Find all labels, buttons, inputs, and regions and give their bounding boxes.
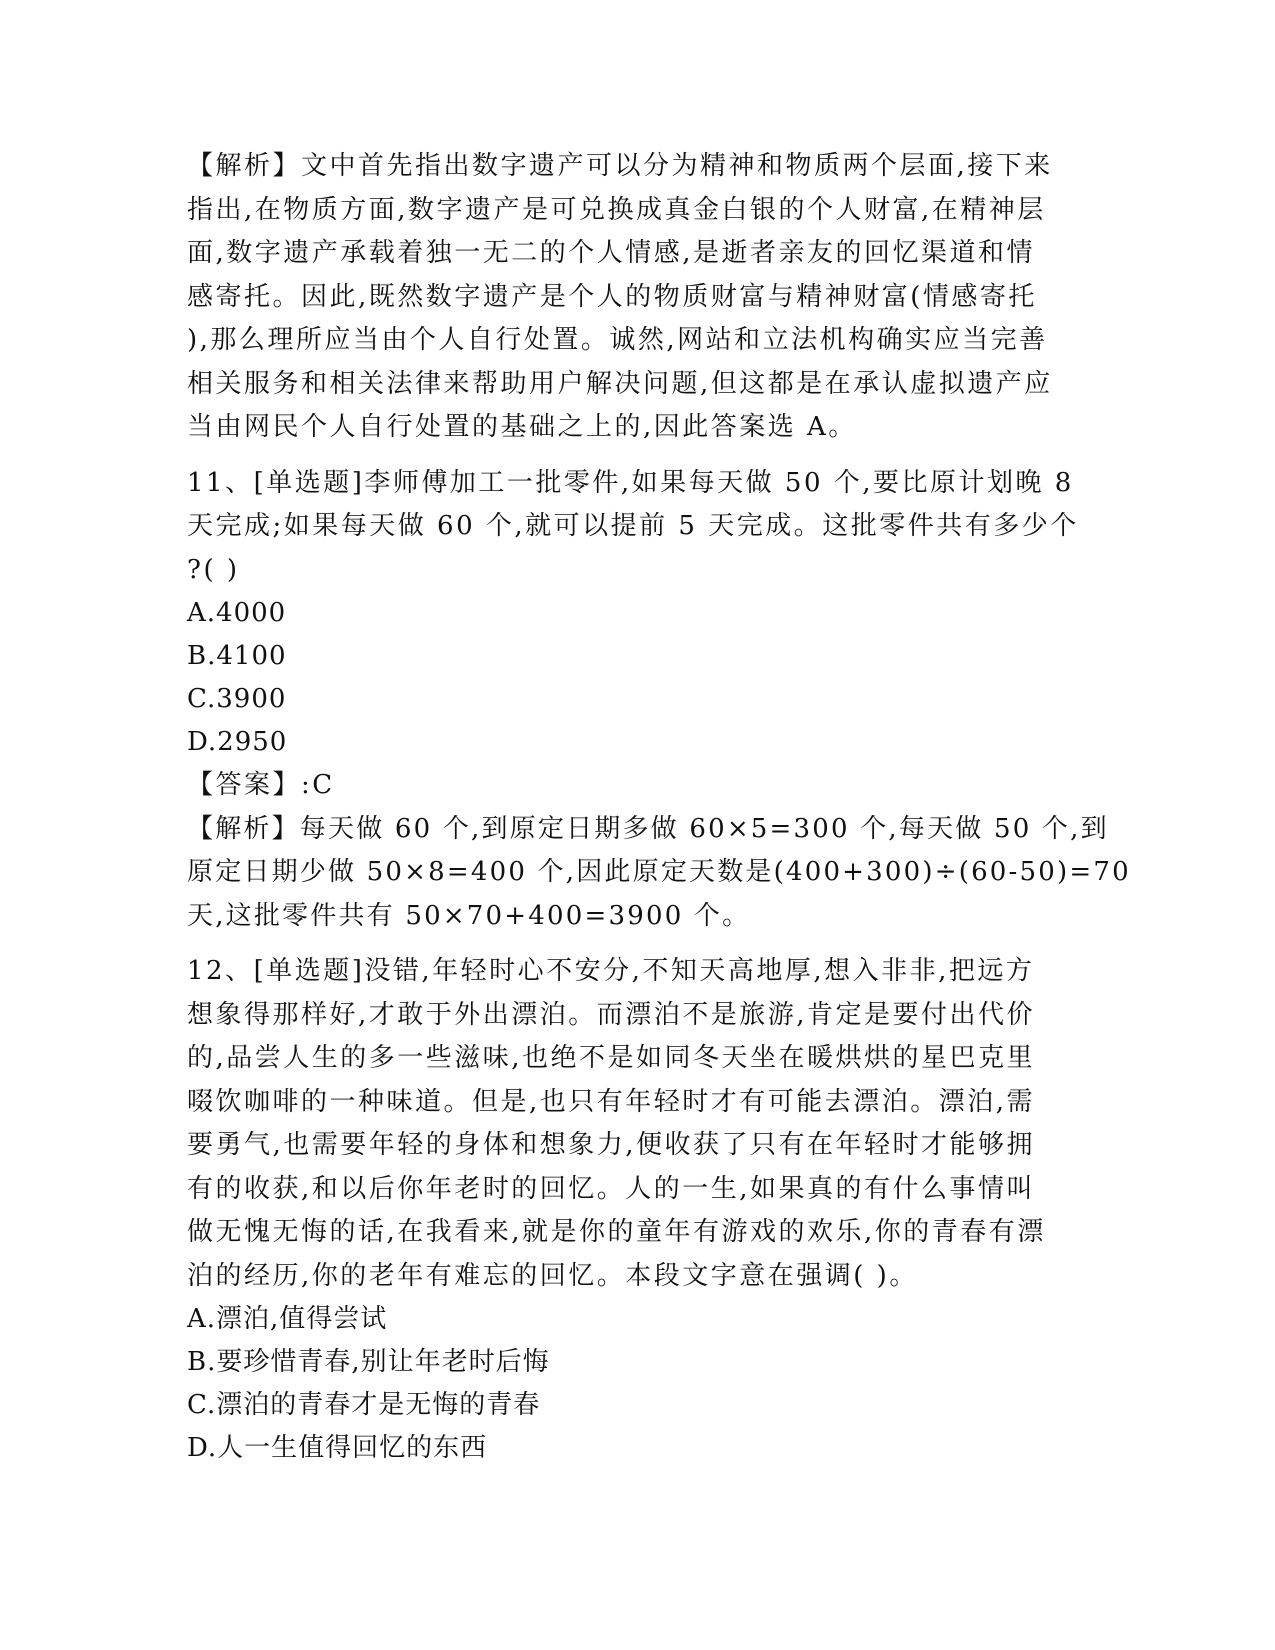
analysis-line: 【解析】文中首先指出数字遗产可以分为精神和物质两个层面,接下来 (187, 151, 1053, 181)
option-b: B.4100 (187, 641, 287, 671)
analysis-line: 【解析】每天做 60 个,到原定日期多做 60×5=300 个,每天做 50 个,到 (187, 813, 1109, 844)
option-a: A.4000 (187, 598, 287, 628)
question-11 (187, 462, 1131, 939)
analysis-line: 原定日期少做 50×8=400 个,因此原定天数是(400+300)÷(60-50)=70 (187, 857, 1131, 887)
analysis-line: 指出,在物质方面,数字遗产是可兑换成真金白银的个人财富,在精神层 (187, 194, 1046, 225)
option-c: C.漂泊的青春才是无悔的青春 (187, 1390, 541, 1420)
option-c: C.3900 (187, 684, 287, 714)
analysis-line: 面,数字遗产承载着独一无二的个人情感,是逝者亲友的回忆渠道和情 (187, 238, 1036, 268)
analysis-line: 天,这批零件共有 50×70+400=3900 个。 (187, 900, 751, 931)
question-stem-line: 要勇气,也需要年轻的身体和想象力,便收获了只有在年轻时才能够拥 (187, 1130, 1036, 1160)
question-12 (187, 950, 1087, 1470)
question-stem-line: 的,品尝人生的多一些滋味,也绝不是如同冬天坐在暖烘烘的星巴克里 (187, 1043, 1036, 1073)
question-stem-line: ?( ) (187, 554, 240, 585)
question-stem-line: 做无愧无悔的话,在我看来,就是你的童年有游戏的欢乐,你的青春有漂 (187, 1217, 1046, 1247)
document-page (187, 145, 1131, 1470)
analysis-line: 相关服务和相关法律来帮助用户解决问题,但这都是在承认虚拟遗产应 (187, 368, 1053, 399)
question-stem-line: 有的收获,和以后你年老时的回忆。人的一生,如果真的有什么事情叫 (187, 1173, 1036, 1204)
question-stem-line: 11、[单选题]李师傅加工一批零件,如果每天做 50 个,要比原计划晚 8 (187, 467, 1074, 498)
question-stem-line: 想象得那样好,才敢于外出漂泊。而漂泊不是旅游,肯定是要付出代价 (187, 999, 1036, 1030)
analysis-line: 感寄托。因此,既然数字遗产是个人的物质财富与精神财富(情感寄托 (187, 281, 1037, 312)
answer-line: 【答案】:C (187, 770, 335, 800)
analysis-line: ),那么理所应当由个人自行处置。诚然,网站和立法机构确实应当完善 (187, 325, 1048, 355)
question-stem-line: 泊的经历,你的老年有难忘的回忆。本段文字意在强调( )。 (187, 1260, 918, 1291)
question-stem-line: 啜饮咖啡的一种味道。但是,也只有年轻时才有可能去漂泊。漂泊,需 (187, 1086, 1036, 1117)
option-b: B.要珍惜青春,别让年老时后悔 (187, 1347, 550, 1377)
option-a: A.漂泊,值得尝试 (187, 1304, 388, 1334)
analysis-line: 当由网民个人自行处置的基础之上的,因此答案选 A。 (187, 412, 857, 442)
option-d: D.人一生值得回忆的东西 (187, 1433, 488, 1463)
analysis-block-q10 (187, 145, 1087, 450)
question-stem-line: 天完成;如果每天做 60 个,就可以提前 5 天完成。这批零件共有多少个 (187, 511, 1079, 541)
question-stem-line: 12、[单选题]没错,年轻时心不安分,不知天高地厚,想入非非,把远方 (187, 956, 1035, 986)
option-d: D.2950 (187, 727, 288, 757)
